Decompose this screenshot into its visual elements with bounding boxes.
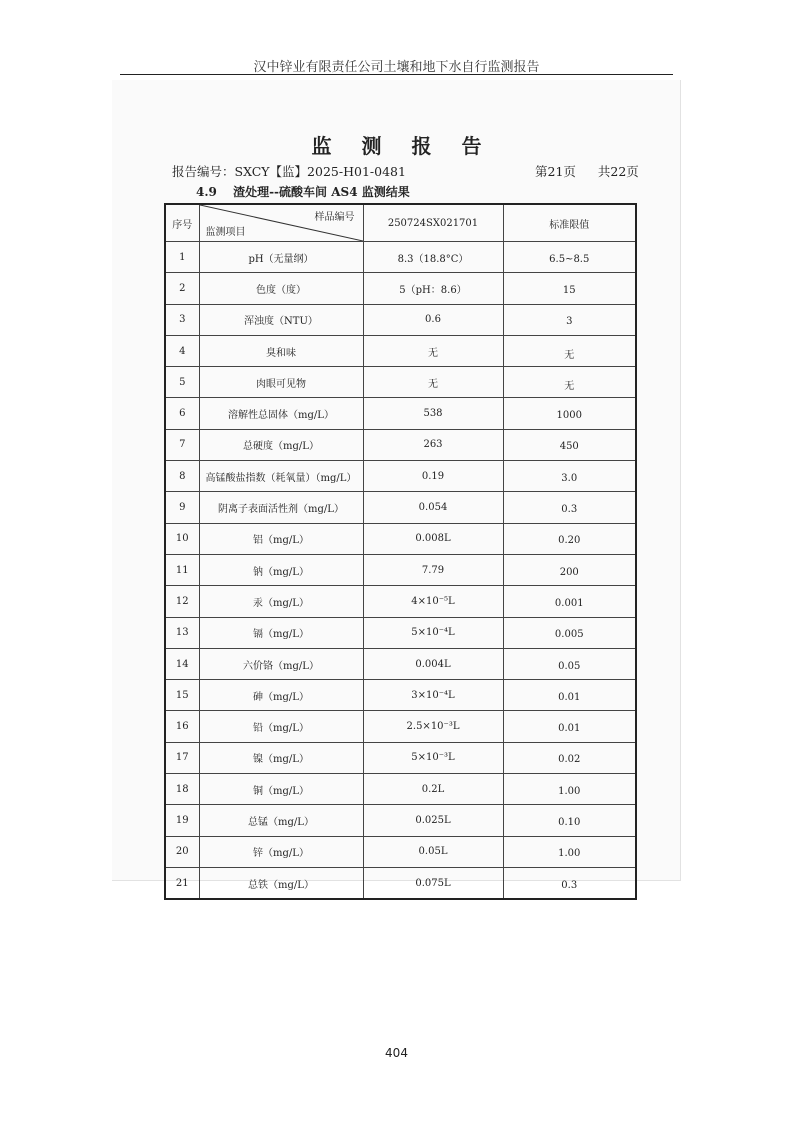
cell-limit: 450 bbox=[503, 429, 636, 460]
cell-seq: 8 bbox=[165, 461, 199, 492]
cell-item: 色度（度） bbox=[199, 273, 363, 304]
cell-limit: 0.3 bbox=[503, 492, 636, 523]
cell-value: 0.075L bbox=[363, 867, 503, 899]
cell-seq: 7 bbox=[165, 429, 199, 460]
table-row bbox=[165, 335, 636, 366]
cell-item: 镍（mg/L） bbox=[199, 742, 363, 773]
cell-value: 0.2L bbox=[363, 774, 503, 805]
page-current: 第21页 bbox=[535, 164, 576, 179]
cell-seq: 10 bbox=[165, 523, 199, 554]
page-total: 共22页 bbox=[597, 164, 639, 179]
cell-limit: 0.01 bbox=[503, 711, 636, 742]
table-row bbox=[165, 242, 636, 273]
results-table bbox=[164, 203, 637, 900]
cell-item: 总铁（mg/L） bbox=[199, 867, 363, 899]
cell-item: 肉眼可见物 bbox=[199, 367, 363, 398]
section-name: 渣处理--硫酸车间 AS4 监测结果 bbox=[233, 185, 410, 199]
table-row bbox=[165, 554, 636, 585]
cell-item: 溶解性总固体（mg/L） bbox=[199, 398, 363, 429]
report-number: 报告编号：SXCY【监】2025-H01-0481 bbox=[172, 164, 406, 179]
cell-item: 总硬度（mg/L） bbox=[199, 429, 363, 460]
table-row bbox=[165, 742, 636, 773]
cell-limit: 0.001 bbox=[503, 586, 636, 617]
cell-item: 铝（mg/L） bbox=[199, 523, 363, 554]
table-row bbox=[165, 367, 636, 398]
table-row bbox=[165, 617, 636, 648]
cell-value: 0.008L bbox=[363, 523, 503, 554]
cell-item: 高锰酸盐指数（耗氧量）（mg/L） bbox=[199, 461, 363, 492]
cell-limit: 0.005 bbox=[503, 617, 636, 648]
cell-limit: 1.00 bbox=[503, 836, 636, 867]
cell-value: 无 bbox=[363, 367, 503, 398]
table-row bbox=[165, 586, 636, 617]
table-row bbox=[165, 774, 636, 805]
page-info bbox=[535, 162, 639, 180]
table-row bbox=[165, 398, 636, 429]
table-row bbox=[165, 429, 636, 460]
section-number: 4.9 bbox=[196, 185, 217, 199]
page-number: 404 bbox=[385, 1046, 408, 1060]
table-row bbox=[165, 805, 636, 836]
cell-value: 5×10⁻³L bbox=[363, 742, 503, 773]
table-row bbox=[165, 648, 636, 679]
cell-seq: 1 bbox=[165, 242, 199, 273]
cell-limit: 0.02 bbox=[503, 742, 636, 773]
cell-seq: 3 bbox=[165, 304, 199, 335]
cell-value: 263 bbox=[363, 429, 503, 460]
cell-seq: 17 bbox=[165, 742, 199, 773]
cell-seq: 9 bbox=[165, 492, 199, 523]
cell-seq: 20 bbox=[165, 836, 199, 867]
section-title bbox=[196, 183, 410, 200]
cell-item: 镉（mg/L） bbox=[199, 617, 363, 648]
cell-value: 无 bbox=[363, 335, 503, 366]
cell-limit: 1.00 bbox=[503, 774, 636, 805]
cell-limit: 3 bbox=[503, 304, 636, 335]
cell-item: pH（无量纲） bbox=[199, 242, 363, 273]
cell-seq: 14 bbox=[165, 648, 199, 679]
cell-seq: 18 bbox=[165, 774, 199, 805]
table-row bbox=[165, 461, 636, 492]
header-divider bbox=[120, 74, 673, 75]
cell-limit: 无 bbox=[503, 335, 636, 366]
cell-seq: 12 bbox=[165, 586, 199, 617]
cell-limit: 0.05 bbox=[503, 648, 636, 679]
cell-limit: 0.01 bbox=[503, 680, 636, 711]
cell-seq: 2 bbox=[165, 273, 199, 304]
cell-value: 0.004L bbox=[363, 648, 503, 679]
cell-value: 8.3（18.8°C） bbox=[363, 242, 503, 273]
table-header-row bbox=[165, 204, 636, 242]
cell-item: 铜（mg/L） bbox=[199, 774, 363, 805]
cell-seq: 13 bbox=[165, 617, 199, 648]
cell-seq: 5 bbox=[165, 367, 199, 398]
cell-value: 2.5×10⁻³L bbox=[363, 711, 503, 742]
cell-item: 臭和味 bbox=[199, 335, 363, 366]
cell-limit: 200 bbox=[503, 554, 636, 585]
cell-seq: 16 bbox=[165, 711, 199, 742]
table-row bbox=[165, 304, 636, 335]
cell-limit: 1000 bbox=[503, 398, 636, 429]
cell-seq: 19 bbox=[165, 805, 199, 836]
cell-item: 六价铬（mg/L） bbox=[199, 648, 363, 679]
table-row bbox=[165, 711, 636, 742]
cell-seq: 4 bbox=[165, 335, 199, 366]
cell-limit: 0.20 bbox=[503, 523, 636, 554]
cell-item: 浑浊度（NTU） bbox=[199, 304, 363, 335]
cell-limit: 15 bbox=[503, 273, 636, 304]
table-row bbox=[165, 836, 636, 867]
cell-value: 0.19 bbox=[363, 461, 503, 492]
cell-item: 砷（mg/L） bbox=[199, 680, 363, 711]
cell-item: 铅（mg/L） bbox=[199, 711, 363, 742]
header-diagonal-cell bbox=[199, 204, 363, 242]
cell-value: 3×10⁻⁴L bbox=[363, 680, 503, 711]
table-row bbox=[165, 523, 636, 554]
cell-item: 汞（mg/L） bbox=[199, 586, 363, 617]
cell-value: 538 bbox=[363, 398, 503, 429]
cell-item: 锌（mg/L） bbox=[199, 836, 363, 867]
cell-limit: 6.5~8.5 bbox=[503, 242, 636, 273]
header-seq: 序号 bbox=[165, 204, 199, 242]
cell-item: 阴离子表面活性剂（mg/L） bbox=[199, 492, 363, 523]
cell-item: 总锰（mg/L） bbox=[199, 805, 363, 836]
page-header: 汉中锌业有限责任公司土壤和地下水自行监测报告 bbox=[253, 60, 540, 75]
cell-value: 0.6 bbox=[363, 304, 503, 335]
cell-value: 0.05L bbox=[363, 836, 503, 867]
header-sample-id: 250724SX021701 bbox=[363, 204, 503, 242]
cell-seq: 21 bbox=[165, 867, 199, 899]
cell-item: 钠（mg/L） bbox=[199, 554, 363, 585]
cell-value: 7.79 bbox=[363, 554, 503, 585]
cell-value: 0.025L bbox=[363, 805, 503, 836]
cell-limit: 无 bbox=[503, 367, 636, 398]
cell-seq: 6 bbox=[165, 398, 199, 429]
header-sample-no-label: 样品编号 bbox=[314, 212, 355, 223]
table-row bbox=[165, 492, 636, 523]
header-limit: 标准限值 bbox=[503, 204, 636, 242]
header-item-label: 监测项目 bbox=[205, 227, 246, 238]
cell-limit: 0.3 bbox=[503, 867, 636, 899]
cell-value: 4×10⁻⁵L bbox=[363, 586, 503, 617]
cell-seq: 15 bbox=[165, 680, 199, 711]
cell-limit: 3.0 bbox=[503, 461, 636, 492]
cell-value: 5（pH：8.6） bbox=[363, 273, 503, 304]
document-title: 监测报告 bbox=[311, 134, 512, 158]
table-row bbox=[165, 273, 636, 304]
cell-limit: 0.10 bbox=[503, 805, 636, 836]
cell-seq: 11 bbox=[165, 554, 199, 585]
table-row bbox=[165, 867, 636, 899]
cell-value: 0.054 bbox=[363, 492, 503, 523]
table-row bbox=[165, 680, 636, 711]
cell-value: 5×10⁻⁴L bbox=[363, 617, 503, 648]
